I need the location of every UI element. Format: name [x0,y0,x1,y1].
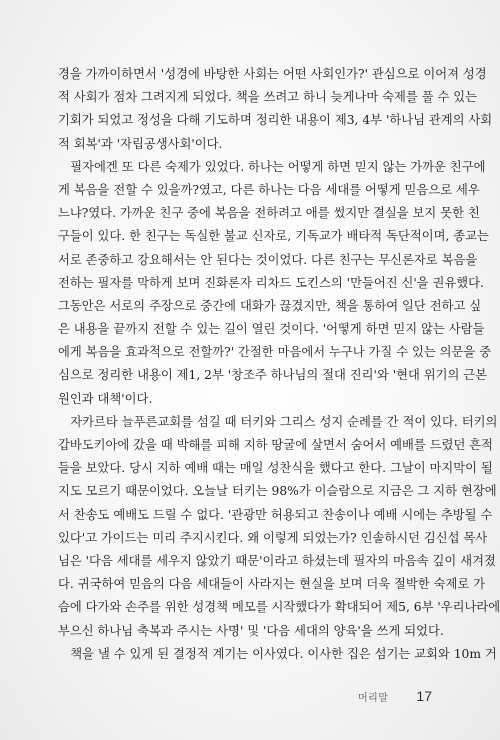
text-line: 필자에겐 또 다른 숙제가 있었다. 하나는 어떻게 하면 믿지 않는 가까운 친구에 [58,159,486,174]
text-line: 그동안은 서로의 주장으로 중간에 대화가 끊겼지만, 책을 통하여 일단 전하고 싶 [58,298,482,313]
text-line: 전하는 필자를 막하게 보며 진화론자 리차드 도킨스의 '만들어진 신'을 권유했다. [58,275,484,290]
text-line: 자카르타 늘푸른교회를 섬길 때 터키와 그리스 성지 순례를 간 적이 있다. 터키의 [58,414,498,429]
page-footer [358,688,432,704]
text-line: 들을 보았다. 당시 지하 예배 때는 매일 성찬식을 했다고 한다. 그날이 마지막이 될 [58,461,493,476]
body-text [58,63,500,666]
text-line: 경을 가까이하면서 '성경에 바탕한 사회는 어떤 사회인가?' 관심으로 이어져 성경 [58,67,487,81]
text-line: 님은 '다음 세대를 세우지 않았기 때문'이라고 하셨는데 필자의 마음속 깊이 새겨졌 [58,553,496,568]
text-line: 서 찬송도 예배도 드릴 수 없다. '관광만 허용되고 찬송이나 예배 시에는 추방될 수 [58,507,493,522]
text-line: 은 내용을 끝까지 전할 수 있는 길이 열린 것이다. '어떻게 하면 믿지 않는 사람들 [58,322,485,337]
text-line: 책을 낼 수 있게 된 결정적 계기는 이사였다. 이사한 집은 섬기는 교회와 10m 거 [58,646,497,661]
text-line: 기회가 되었고 정성을 다해 기도하며 정리한 내용이 제3, 4부 '하나님 관계의 사회 [58,113,493,128]
text-line: 느냐?였다. 가까운 친구 중에 복음을 전하려고 애를 썼지만 결실을 보지 못한 친 [58,206,480,221]
text-line: 원인과 대책'이다. [58,391,153,406]
text-line: 슴에 다가와 손주를 위한 성경책 메모를 시작했다가 확대되어 제5, 6부 '우리나라에 [58,600,500,615]
text-line: 적 사회가 점차 그려지게 되었다. 책을 쓰려고 하니 늦게나마 숙제를 풀 수 있는 [58,90,478,105]
text-line: 에게 복음을 효과적으로 전할까?' 간절한 마음에서 누구나 가질 수 있는 의문을 중 [58,345,492,360]
text-line: 서로 존중하고 강요해서는 안 된다는 것이었다. 다른 친구는 무신론자로 복음을 [58,252,478,267]
text-line: 구들이 있다. 한 친구는 독실한 불교 신자로, 기독교가 배타적 독단적이며, 종교는 [58,229,489,244]
text-line: 지도 모르기 때문이었다. 오늘날 터키는 98%가 이슬람으로 지금은 그 지하 현장에 [58,484,497,499]
text-line: 부으신 하나님 축복과 주시는 사명' 및 '다음 세대의 양육'을 쓰게 되었다. [58,623,444,638]
running-footer-section: 머리말 [357,693,389,704]
page-number: 17 [416,688,432,704]
text-line: 적 회복'과 '자립공생사회'이다. [58,136,223,151]
text-line: 게 복음을 전할 수 있을까?였고, 다른 하나는 다음 세대를 어떻게 믿음으로 세우 [58,182,480,197]
text-line: 갑바도키아에 갔을 때 박해를 피해 지하 땅굴에 살면서 숨어서 예배를 드렸던 흔적 [58,438,493,452]
text-line: 있다'고 가이드는 미리 주지시킨다. 왜 이렇게 되었는가? 인솔하시던 김신섭 목사 [58,530,488,545]
text-line: 심으로 정리한 내용이 제1, 2부 '창조주 하나님의 절대 진리'와 '현대 위기의 근본 [58,368,488,383]
text-line: 다. 귀국하여 믿음의 다음 세대들이 사라지는 현실을 보며 더욱 절박한 숙제로 가 [58,577,486,592]
